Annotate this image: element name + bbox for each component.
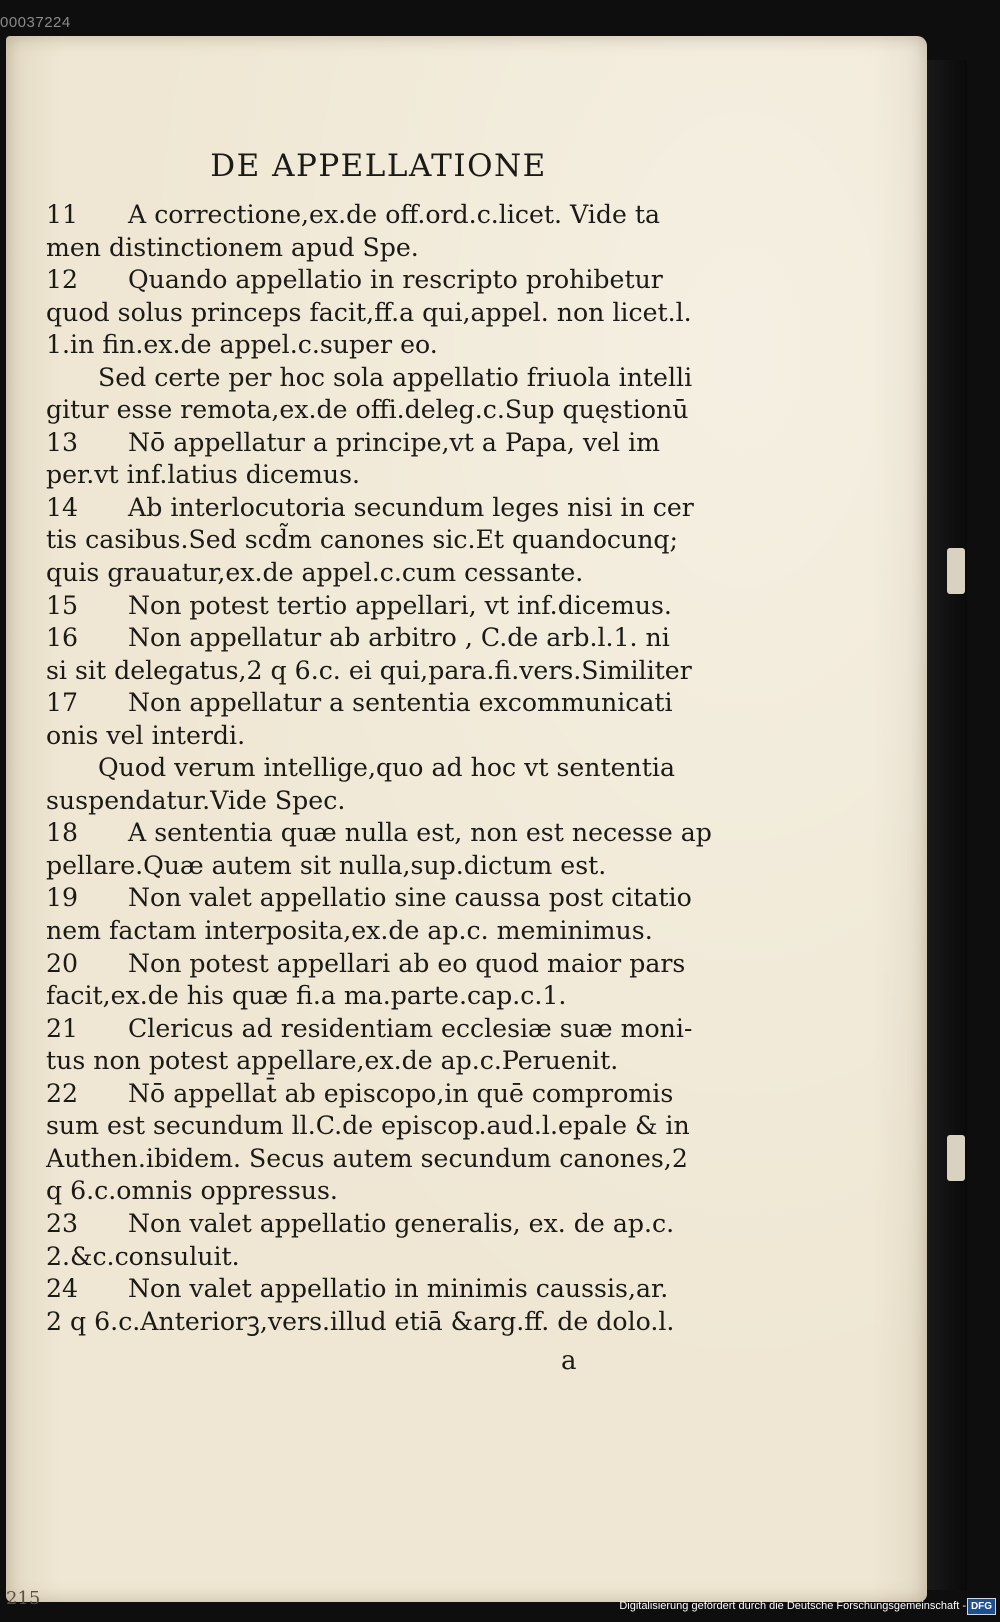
line-text: pellare.Quæ autem sit nulla,sup.dictum est. bbox=[46, 850, 607, 880]
text-line bbox=[46, 427, 706, 460]
book-page bbox=[6, 36, 927, 1602]
text-line bbox=[46, 720, 706, 753]
text-line bbox=[46, 1110, 706, 1143]
line-text: Authen.ibidem. Secus autem secundum canones,2 bbox=[46, 1143, 688, 1173]
page-shadow-edge bbox=[927, 60, 967, 1590]
signature-mark: a bbox=[561, 1346, 577, 1376]
text-line bbox=[46, 297, 706, 330]
line-text: per.vt inf.latius dicemus. bbox=[46, 460, 361, 490]
text-line bbox=[46, 687, 706, 720]
line-text: quis grauatur,ex.de appel.c.cum cessante. bbox=[46, 558, 584, 588]
dfg-logo: DFG bbox=[967, 1598, 996, 1615]
line-text: tus non potest appellare,ex.de ap.c.Peruenit. bbox=[46, 1046, 619, 1076]
line-text: Non valet appellatio in minimis caussis,ar. bbox=[128, 1274, 669, 1304]
text-line bbox=[46, 394, 706, 427]
text-block bbox=[46, 199, 712, 1338]
text-line bbox=[46, 1013, 706, 1046]
paragraph-number: 13 bbox=[46, 427, 79, 457]
text-line bbox=[46, 524, 706, 557]
text-line bbox=[46, 948, 706, 981]
paragraph-number: 18 bbox=[46, 818, 79, 848]
page-header: DE APPELLATIONE bbox=[210, 148, 547, 184]
text-line bbox=[46, 1273, 706, 1306]
text-line bbox=[46, 329, 706, 362]
text-line bbox=[46, 590, 706, 623]
paragraph-number: 16 bbox=[46, 623, 79, 653]
paragraph-number: 20 bbox=[46, 948, 79, 978]
line-text: sum est secundum ll.C.de episcop.aud.l.epale & in bbox=[46, 1111, 690, 1141]
line-text: 2.&c.consuluit. bbox=[46, 1241, 240, 1271]
line-text: suspendatur.Vide Spec. bbox=[46, 785, 346, 815]
text-line bbox=[46, 492, 706, 525]
line-text: Nō appellatur a principe,vt a Papa, vel im bbox=[128, 427, 661, 457]
page-tab bbox=[947, 548, 965, 594]
text-line bbox=[46, 1306, 706, 1339]
line-text: Non appellatur ab arbitro , C.de arb.l.1. ni bbox=[128, 623, 670, 653]
text-line bbox=[46, 752, 706, 785]
line-text: A correctione,ex.de off.ord.c.licet. Vide ta bbox=[128, 200, 661, 229]
paragraph-number: 14 bbox=[46, 492, 79, 522]
paragraph-number: 11 bbox=[46, 200, 79, 229]
text-line bbox=[46, 1143, 706, 1176]
text-line bbox=[46, 459, 706, 492]
line-text: Non appellatur a sententia excommunicati bbox=[128, 688, 673, 718]
line-text: onis vel interdi. bbox=[46, 720, 246, 750]
paragraph-number: 24 bbox=[46, 1274, 79, 1304]
line-text: quod solus princeps facit,ff.a qui,appel. non licet.l. bbox=[46, 297, 692, 327]
text-line bbox=[46, 1208, 706, 1241]
text-line bbox=[46, 232, 706, 265]
text-line bbox=[46, 817, 712, 850]
line-text: 2 q 6.c.Anteriorꝫ,vers.illud etiā &arg.ff. de dolo.l. bbox=[46, 1306, 675, 1336]
text-line bbox=[46, 882, 706, 915]
page-tab bbox=[947, 1135, 965, 1181]
text-line bbox=[46, 785, 706, 818]
line-text: Non valet appellatio sine caussa post citatio bbox=[128, 883, 692, 913]
line-text: men distinctionem apud Spe. bbox=[46, 232, 419, 262]
line-text: A sententia quæ nulla est, non est necesse ap bbox=[128, 818, 712, 848]
line-text: 1.in fin.ex.de appel.c.super eo. bbox=[46, 330, 438, 360]
text-line bbox=[46, 1078, 706, 1111]
line-text: tis casibus.Sed scd̃m canones sic.Et quandocunq; bbox=[46, 525, 679, 555]
line-text: nem factam interposita,ex.de ap.c. meminimus. bbox=[46, 916, 653, 946]
text-line bbox=[46, 557, 706, 590]
line-text: Non potest tertio appellari, vt inf.dicemus. bbox=[128, 590, 672, 620]
line-text: Clericus ad residentiam ecclesiæ suæ moni- bbox=[128, 1013, 693, 1043]
line-text: Nō appellat̄ ab episcopo,in quē compromis bbox=[128, 1078, 674, 1108]
paragraph-number: 21 bbox=[46, 1013, 79, 1043]
line-text: gitur esse remota,ex.de offi.deleg.c.Sup quęstionū bbox=[46, 395, 689, 425]
funding-footer: Digitalisierung gefördert durch die Deutsche Forschungsgemeinschaft - bbox=[619, 1600, 966, 1612]
text-line bbox=[46, 199, 706, 232]
paragraph-number: 23 bbox=[46, 1208, 79, 1238]
text-line bbox=[46, 1045, 706, 1078]
text-line bbox=[46, 980, 706, 1013]
text-line bbox=[46, 655, 706, 688]
scan-id: 00037224 bbox=[0, 14, 71, 31]
text-line bbox=[46, 1175, 706, 1208]
text-line bbox=[46, 264, 706, 297]
paragraph-number: 22 bbox=[46, 1078, 79, 1108]
line-text: Non valet appellatio generalis, ex. de ap.c. bbox=[128, 1208, 675, 1238]
line-text: Non potest appellari ab eo quod maior pars bbox=[128, 948, 686, 978]
text-line bbox=[46, 915, 706, 948]
paragraph-number: 15 bbox=[46, 590, 79, 620]
line-text: si sit delegatus,2 q 6.c. ei qui,para.fi.vers.Similiter bbox=[46, 655, 692, 685]
text-line bbox=[46, 1241, 706, 1274]
paragraph-number: 17 bbox=[46, 688, 79, 718]
corner-mark: 215 bbox=[6, 1588, 41, 1609]
line-text: Quod verum intellige,quo ad hoc vt sententia bbox=[98, 753, 675, 783]
line-text: Ab interlocutoria secundum leges nisi in cer bbox=[128, 492, 694, 522]
text-line bbox=[46, 622, 706, 655]
line-text: Quando appellatio in rescripto prohibetur bbox=[128, 265, 663, 295]
paragraph-number: 12 bbox=[46, 265, 79, 295]
line-text: q 6.c.omnis oppressus. bbox=[46, 1176, 338, 1206]
line-text: facit,ex.de his quæ fi.a ma.parte.cap.c.1. bbox=[46, 981, 567, 1011]
text-line bbox=[46, 850, 706, 883]
text-line bbox=[46, 362, 706, 395]
line-text: Sed certe per hoc sola appellatio friuola intelli bbox=[98, 362, 693, 392]
paragraph-number: 19 bbox=[46, 883, 79, 913]
